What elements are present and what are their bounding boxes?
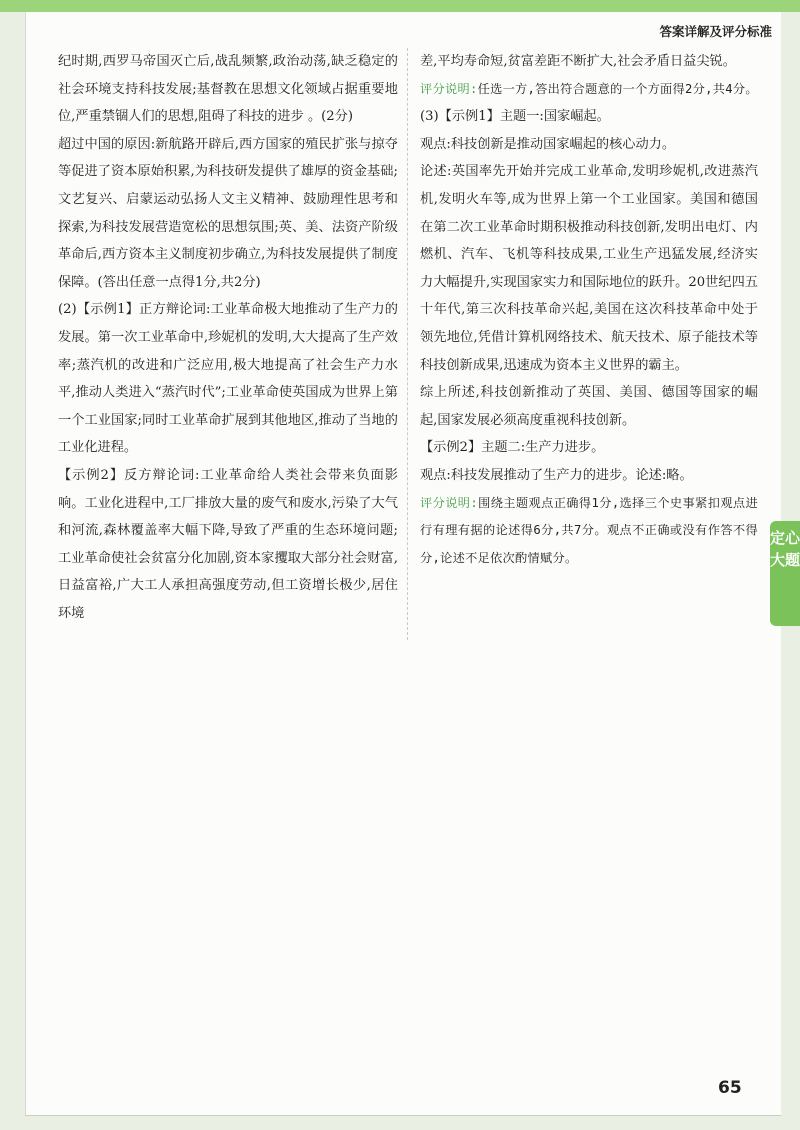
right-paragraph-6: 【示例2】主题二:生产力进步。: [420, 440, 605, 456]
right-paragraph-5: 综上所述,科技创新推动了英国、美国、德国等国家的崛起,国家发展必须高度重视科技创新。: [420, 385, 758, 428]
scoring-note-1: [420, 76, 758, 104]
scoring-note-1-text: 任选一方,答出符合题意的一个方面得2分,共4分。: [477, 81, 758, 96]
scoring-note-2-text: 围绕主题观点正确得1分,选择三个史事紧扣观点进行有理有据的论述得6分,共7分。观点不正确或没有作答不得分,论述不足依次酌情赋分。: [420, 495, 758, 565]
scoring-note-1-label: 评分说明:: [420, 81, 478, 96]
left-paragraph-4: 【示例2】反方辩论词:工业革命给人类社会带来负面影响。工业化进程中,工厂排放大量的废气和废水,污染了大气和河流,森林覆盖率大幅下降,导致了严重的生态环境问题;工业革命使社会贫富分化加剧,资本家攫取大部分社会财富,日益富裕,广大工人承担高强度劳动,但工资增长极少,居住环境: [58, 467, 398, 621]
right-paragraph-2: (3)【示例1】主题一:国家崛起。: [420, 109, 610, 125]
page-header: 答案详解及评分标准: [659, 24, 772, 39]
left-paragraph-2: 超过中国的原因:新航路开辟后,西方国家的殖民扩张与掠夺等促进了资本原始积累,为科技研发提供了雄厚的资金基础;文艺复兴、启蒙运动弘扬人文主义精神、鼓励理性思考和探索,为科技发展营造宽松的思想氛围;英、美、法资产阶级革命后,西方资本主义制度初步确立,为科技发展提供了制度保障。(答出任意一点得1分,共2分): [58, 136, 398, 290]
right-paragraph-4: 论述:英国率先开始并完成工业革命,发明珍妮机,改进蒸汽机,发明火车等,成为世界上第一个工业国家。美国和德国在第二次工业革命时期积极推动科技创新,发明出电灯、内燃机、汽车、飞机等科技成果,工业生产迅猛发展,经济实力大幅提升,实现国家实力和国际地位的跃升。20世纪四五十年代,第三次科技革命兴起,美国在这次科技革命中处于领先地位,凭借计算机网络技术、航天技术、原子能技术等科技创新成果,迅速成为资本主义世界的霸主。: [420, 164, 758, 373]
left-paragraph-3: (2)【示例1】正方辩论词:工业革命极大地推动了生产力的发展。第一次工业革命中,珍妮机的发明,大大提高了生产效率;蒸汽机的改进和广泛应用,极大地提高了社会生产力水平,推动人类进入“蒸汽时代”;工业革命使英国成为世界上第一个工业国家;同时工业革命扩展到其他地区,推动了当地的工业化进程。: [58, 302, 398, 456]
page-number: 65: [718, 1078, 742, 1098]
left-paragraph-1: 纪时期,西罗马帝国灭亡后,战乱频繁,政治动荡,缺乏稳定的社会环境支持科技发展;基督教在思想文化领域占据重要地位,严重禁锢人们的思想,阻碍了科技的进步 。(2分): [58, 54, 398, 125]
top-accent-bar: [0, 0, 800, 12]
right-column: [420, 48, 758, 572]
side-tab: 定心大题: [770, 521, 800, 626]
scoring-note-2: [420, 490, 758, 573]
left-column: [58, 48, 398, 627]
right-paragraph-7: 观点:科技发展推动了生产力的进步。论述:略。: [420, 467, 693, 483]
column-divider: [407, 48, 408, 640]
right-paragraph-3: 观点:科技创新是推动国家崛起的核心动力。: [420, 136, 676, 152]
right-paragraph-1: 差,平均寿命短,贫富差距不断扩大,社会矛盾日益尖锐。: [420, 54, 736, 69]
scoring-note-2-label: 评分说明:: [420, 495, 479, 510]
